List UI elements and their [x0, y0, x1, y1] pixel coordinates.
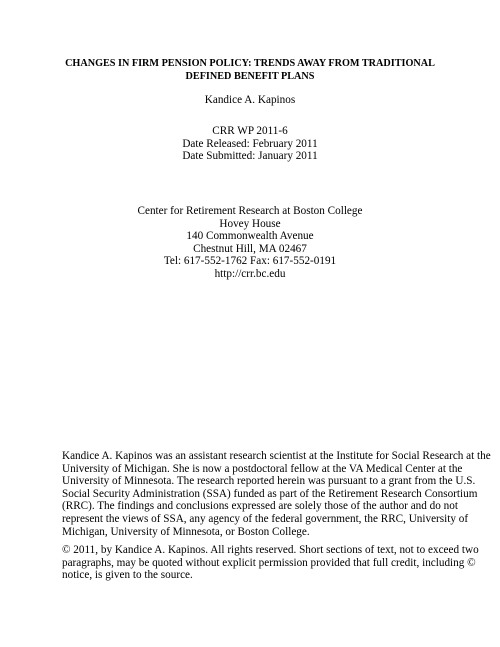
author-bio	[62, 450, 491, 538]
bio-line: University of Michigan. She is now a postdoctoral fellow at the VA Medical Center at the	[62, 462, 463, 475]
center-street: 140 Commonwealth Avenue	[186, 230, 314, 243]
copyright-line: © 2011, by Kandice A. Kapinos. All rights reserved. Short sections of text, not to exceed two	[62, 544, 479, 556]
author-name: Kandice A. Kapinos	[204, 94, 296, 106]
date-submitted: Date Submitted: January 2011	[182, 150, 318, 163]
center-address	[0, 205, 500, 281]
bio-line: represent the views of SSA, any agency of the federal government, the RRC, University of	[62, 512, 469, 525]
bio-line: Kandice A. Kapinos was an assistant research scientist at the Institute for Social Research at the	[62, 450, 491, 462]
working-paper-info	[0, 125, 500, 163]
working-paper-number: CRR WP 2011-6	[212, 125, 288, 137]
center-url: http://crr.bc.edu	[214, 267, 286, 280]
center-city: Chestnut Hill, MA 02467	[193, 242, 307, 255]
center-building: Hovey House	[219, 217, 281, 230]
center-phone: Tel: 617-552-1762 Fax: 617-552-0191	[163, 255, 337, 268]
copyright-notice	[62, 544, 479, 582]
paper-title-line-1: CHANGES IN FIRM PENSION POLICY: TRENDS AWAY FROM TRADITIONAL	[65, 58, 435, 69]
center-name: Center for Retirement Research at Boston College	[137, 205, 363, 217]
bio-line: (RRC). The findings and conclusions expressed are solely those of the author and do not	[62, 500, 458, 513]
bio-line: Social Security Administration (SSA) funded as part of the Retirement Research Consortium	[62, 487, 478, 500]
bio-line: Michigan, University of Minnesota, or Boston College.	[62, 525, 310, 538]
paper-title	[40, 58, 460, 83]
copyright-line: notice, is given to the source.	[62, 569, 193, 582]
bio-line: University of Minnesota. The research reported herein was pursuant to a grant from the U.S.	[62, 475, 476, 488]
copyright-line: paragraphs, may be quoted without explicit permission provided that full credit, including ©	[62, 556, 476, 569]
paper-title-line-2: DEFINED BENEFIT PLANS	[185, 70, 315, 82]
date-released: Date Released: February 2011	[182, 137, 318, 150]
